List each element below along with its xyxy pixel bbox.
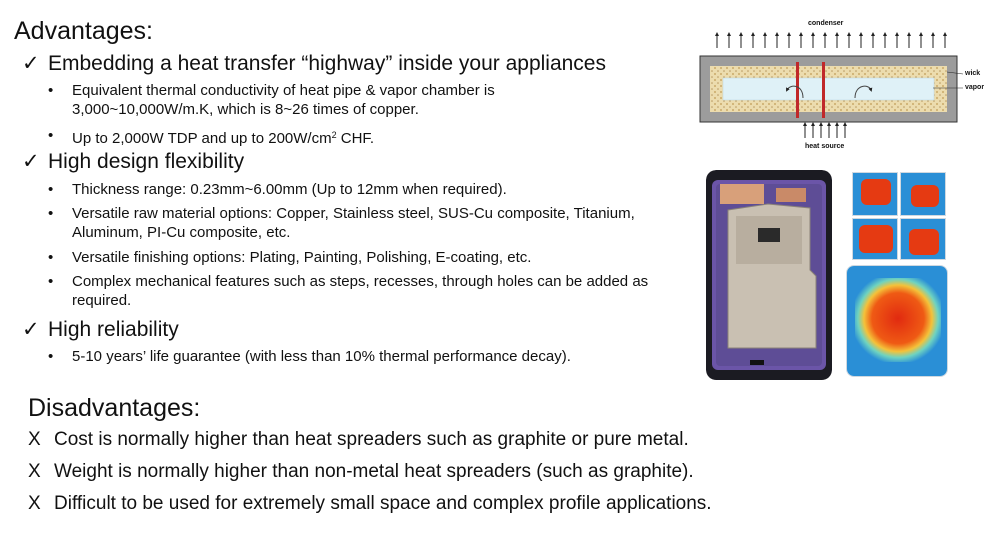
advantages-title: Advantages: [14,17,153,45]
cross-icon: X [28,429,41,450]
bullet-item [48,248,688,267]
bullet-icon: • [48,205,54,222]
bullet-text: Equivalent thermal conductivity of heat pipe & vapor chamber is 3,000~10,000W/m.K, which is 8~26 times of copper. [72,82,495,118]
disadvantage-item [28,428,689,452]
cross-icon: X [28,493,41,514]
bullet-text: 5-10 years’ life guarantee (with less than 10% thermal performance decay). [72,348,571,365]
disadvantage-text: Cost is normally higher than heat spreaders such as graphite or pure metal. [54,429,689,450]
bullet-item [48,347,688,366]
heading-text: High reliability [48,318,179,341]
bullet-text: Up to 2,000W TDP and up to $200W/cm^2$ CHF. [72,130,375,147]
heat-source-label: heat source [805,143,845,150]
disadvantage-text: Difficult to be used for extremely small space and complex profile applications. [54,493,712,514]
heat-source-arrows [805,124,845,138]
device-photo-drawing [706,170,832,380]
wick-label: wick [965,70,981,77]
device-photo [706,170,832,380]
diagram-drawing [695,18,995,158]
bullet-icon: • [48,82,54,99]
advantage-heading-flexibility [22,149,244,175]
thermal-image [852,172,898,216]
bullet-text: Complex mechanical features such as steps, recesses, through holes can be added as required. [72,273,649,309]
bullet-item [48,204,688,242]
bullet-text: Versatile raw material options: Copper, Stainless steel, SUS-Cu composite, Titanium, Aluminum, PI-Cu composite, etc. [72,205,635,241]
bullet-icon: • [48,273,54,290]
bullet-icon: • [48,127,54,144]
disadvantage-item [28,460,694,484]
thermal-image-large [846,265,948,377]
check-icon: ✓ [22,318,40,341]
advantage-heading-highway [22,51,606,77]
check-icon: ✓ [22,52,40,75]
bullet-item [48,180,688,199]
disadvantage-text: Weight is normally higher than non-metal heat spreaders (such as graphite). [54,461,694,482]
bullet-icon: • [48,348,54,365]
bullet-icon: • [48,181,54,198]
advantage-heading-reliability [22,317,179,343]
bullet-text: Thickness range: 0.23mm~6.00mm (Up to 12mm when required). [72,181,507,198]
cross-icon: X [28,461,41,482]
vapor-label: vapor [965,84,985,91]
heading-text: Embedding a heat transfer “highway” inside your appliances [48,52,606,75]
thermal-image [900,172,946,216]
bullet-item [48,126,688,148]
thermal-image [900,218,946,260]
disadvantage-item [28,492,712,516]
bullet-icon: • [48,249,54,266]
condenser-arrows [717,34,945,48]
bullet-text: Versatile finishing options: Plating, Painting, Polishing, E-coating, etc. [72,249,532,266]
disadvantages-title: Disadvantages: [28,394,201,422]
vapor-chamber-diagram [695,18,995,158]
bullet-item [48,272,688,310]
check-icon: ✓ [22,150,40,173]
condenser-label: condenser [808,20,844,27]
thermal-image [852,218,898,260]
heading-text: High design flexibility [48,150,245,173]
bullet-item [48,81,688,119]
